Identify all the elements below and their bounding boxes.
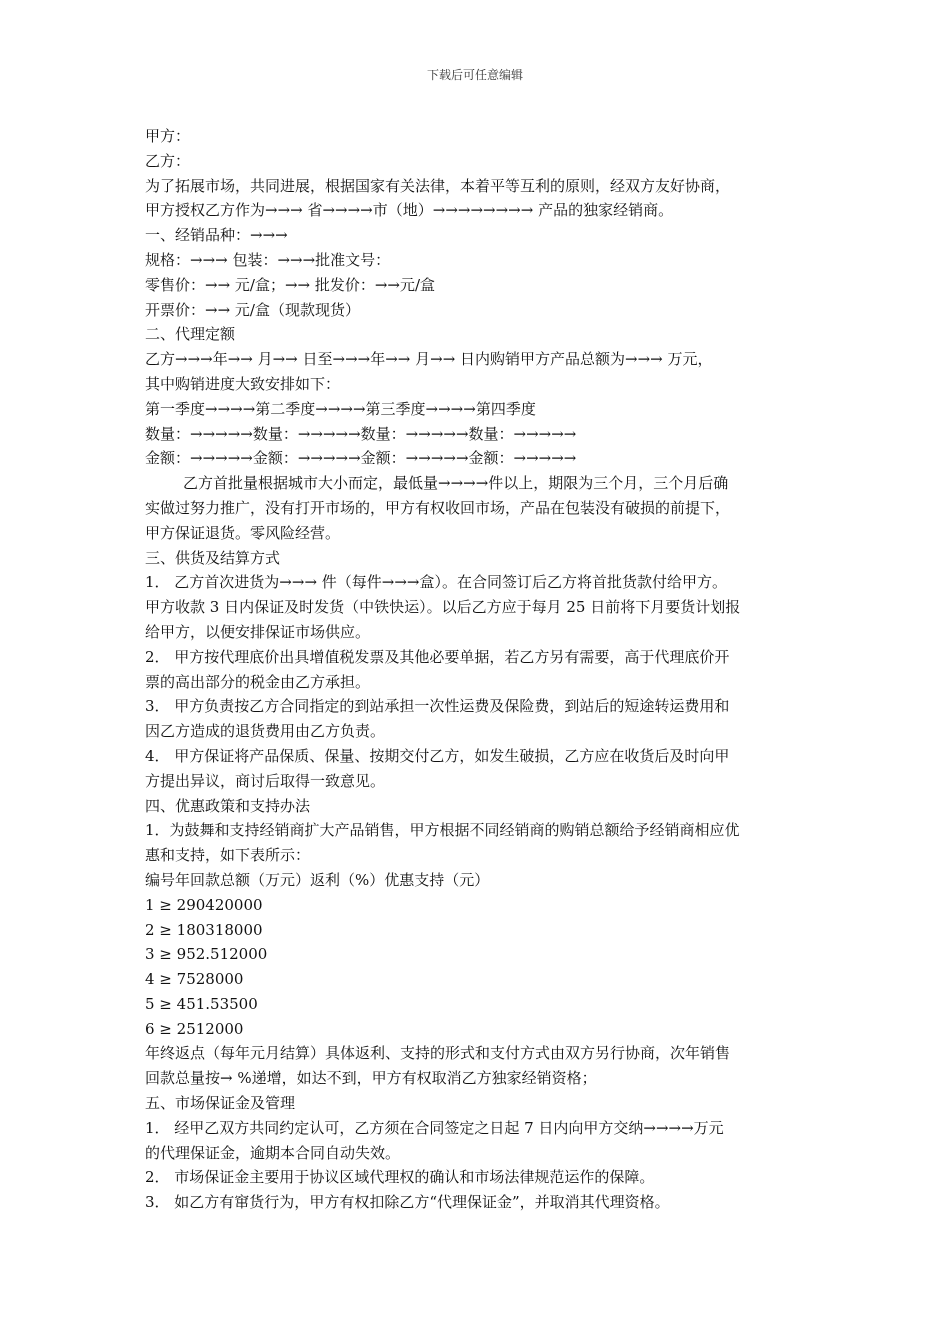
- text-line: 甲方保证退货。零风险经营。: [145, 523, 341, 542]
- text-line: 惠和支持，如下表所示：: [145, 846, 311, 865]
- text-line: 甲方收款 3 日内保证及时发货（中铁快运）。以后乙方应于每月 25 日前将下月要货计划报: [145, 598, 741, 617]
- text-line: 甲方：: [145, 127, 191, 145]
- text-line: 其中购销进度大致安排如下：: [145, 374, 341, 393]
- text-line: 开票价：→→ 元/盒（现款现货）: [145, 300, 360, 319]
- text-line: 4． 甲方保证将产品保质、保量、按期交付乙方，如发生破损，乙方应在收货后及时向甲: [145, 746, 730, 765]
- text-line: 1． 经甲乙双方共同约定认可，乙方须在合同签定之日起 7 日内向甲方交纳→→→→万元: [145, 1118, 724, 1137]
- text-line: 5 ≥ 451.53500: [145, 994, 258, 1013]
- text-line: 3 ≥ 952.512000: [145, 945, 268, 964]
- text-line: 3． 甲方负责按乙方合同指定的到站承担一次性运费及保险费，到站后的短途转运费用和: [145, 697, 730, 716]
- text-line: 票的高出部分的税金由乙方承担。: [145, 672, 371, 691]
- contract-body: [145, 124, 817, 1215]
- text-line: 乙方：: [145, 151, 191, 170]
- text-line: 方提出异议，商讨后取得一致意见。: [145, 771, 386, 790]
- text-line: 1．为鼓舞和支持经销商扩大产品销售，甲方根据不同经销商的购销总额给予经销商相应优: [145, 821, 740, 840]
- text-line: 甲方授权乙方作为→→→ 省→→→→市（地）→→→→→→→→ 产品的独家经销商。: [145, 201, 674, 220]
- text-line: 二、代理定额: [145, 325, 236, 344]
- text-line: 6 ≥ 2512000: [145, 1019, 244, 1038]
- text-line: 2． 市场保证金主要用于协议区域代理权的确认和市场法律规范运作的保障。: [145, 1168, 655, 1187]
- text-line: 第一季度→→→→第二季度→→→→第三季度→→→→第四季度: [145, 399, 536, 418]
- text-line: 2． 甲方按代理底价出具增值税发票及其他必要单据，若乙方另有需要，高于代理底价开: [145, 647, 730, 666]
- text-line: 数量：→→→→→数量：→→→→→数量：→→→→→数量：→→→→→: [145, 424, 577, 443]
- text-line: 年终返点（每年元月结算）具体返利、支持的形式和支付方式由双方另行协商，次年销售: [145, 1044, 731, 1063]
- text-line: 零售价：→→ 元/盒；→→ 批发价：→→元/盒: [145, 275, 436, 294]
- text-line: 乙方→→→年→→ 月→→ 日至→→→年→→ 月→→ 日内购销甲方产品总额为→→→ 万元，: [145, 350, 713, 369]
- text-line: 五、市场保证金及管理: [145, 1094, 296, 1113]
- text-line: 3． 如乙方有窜货行为，甲方有权扣除乙方“代理保证金”，并取消其代理资格。: [145, 1193, 670, 1212]
- text-line: 编号年回款总额（万元）返利（%）优惠支持（元）: [145, 870, 490, 889]
- text-line: 规格：→→→ 包装：→→→批准文号：: [145, 250, 391, 269]
- page-header: 下载后可任意编辑: [426, 68, 523, 82]
- text-line: 一、经销品种：→→→: [145, 226, 288, 245]
- text-line: 1． 乙方首次进货为→→→ 件（每件→→→盒）。在合同签订后乙方将首批货款付给甲方。: [145, 573, 727, 592]
- text-line: 实做过努力推广，没有打开市场的，甲方有权收回市场，产品在包装没有破损的前提下，: [145, 498, 731, 517]
- text-line: 四、优惠政策和支持办法: [145, 796, 311, 815]
- text-line: 因乙方造成的退货费用由乙方负责。: [145, 722, 386, 741]
- text-line: 金额：→→→→→金额：→→→→→金额：→→→→→金额：→→→→→: [145, 449, 577, 468]
- text-line: 回款总量按→ %递增，如达不到，甲方有权取消乙方独家经销资格；: [145, 1069, 597, 1088]
- text-line: 三、供货及结算方式: [145, 548, 281, 567]
- text-line: 的代理保证金，逾期本合同自动失效。: [145, 1143, 401, 1162]
- text-line: 为了拓展市场，共同进展，根据国家有关法律，本着平等互利的原则，经双方友好协商，: [145, 176, 731, 195]
- text-line: 乙方首批量根据城市大小而定，最低量→→→→件以上，期限为三个月，三个月后确: [183, 474, 729, 493]
- text-line: 2 ≥ 180318000: [145, 920, 263, 939]
- text-line: 4 ≥ 7528000: [145, 970, 244, 989]
- text-line: 1 ≥ 290420000: [145, 895, 263, 914]
- text-line: 给甲方，以便安排保证市场供应。: [145, 622, 371, 641]
